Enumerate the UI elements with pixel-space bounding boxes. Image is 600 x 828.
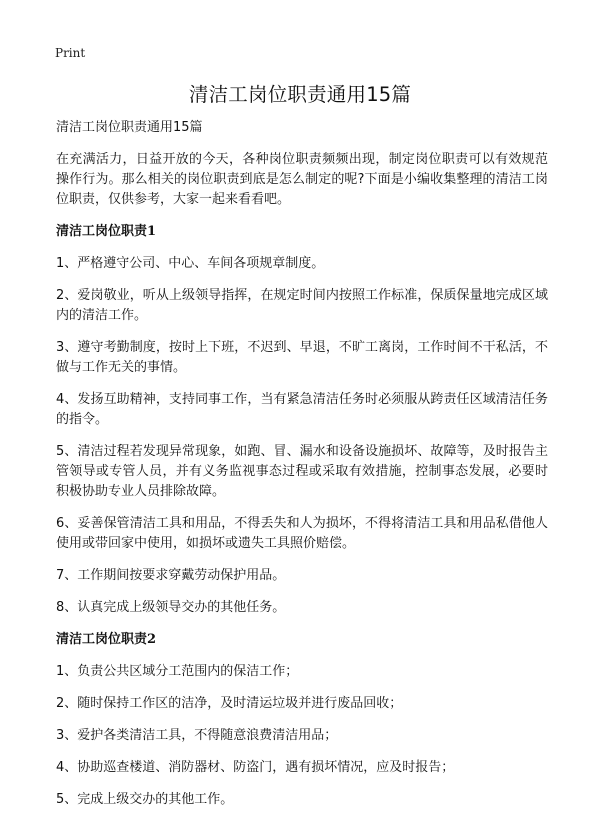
list-item: 7、工作期间按要求穿戴劳动保护用品。	[56, 568, 286, 583]
list-item: 3、爱护各类清洁工具，不得随意浪费清洁用品；	[56, 728, 338, 743]
list-item: 4、发扬互助精神，支持同事工作，当有紧急清洁任务时必须服从跨责任区域清洁任务的指令。	[56, 392, 548, 427]
list-item: 8、认真完成上级领导交办的其他任务。	[56, 600, 286, 615]
document-subtitle: 清洁工岗位职责通用15篇	[56, 120, 203, 135]
list-item: 2、爱岗敬业，听从上级领导指挥，在规定时间内按照工作标准，保质保量地完成区域内的清洁工作。	[56, 288, 548, 323]
list-item: 3、遵守考勤制度，按时上下班，不迟到、早退，不旷工离岗，工作时间不干私活，不做与工作无关的事情。	[56, 340, 548, 375]
page-title: 清洁工岗位职责通用15篇	[188, 83, 412, 106]
list-item: 5、完成上级交办的其他工作。	[56, 792, 234, 807]
document-body	[56, 118, 548, 822]
list-item: 6、妥善保管清洁工具和用品，不得丢失和人为损坏，不得将清洁工具和用品私借他人使用或带回家中使用，如损坏或遗失工具照价赔偿。	[56, 516, 548, 551]
section-heading-2: 清洁工岗位职责2	[56, 632, 157, 647]
list-item: 1、严格遵守公司、中心、车间各项规章制度。	[56, 256, 325, 271]
list-item: 2、随时保持工作区的洁净，及时清运垃圾并进行废品回收；	[56, 696, 403, 711]
section-heading-1: 清洁工岗位职责1	[56, 224, 157, 239]
print-link[interactable]: Print	[55, 46, 86, 60]
list-item: 1、负责公共区域分工范围内的保洁工作；	[56, 664, 299, 679]
intro-paragraph: 在充满活力，日益开放的今天，各种岗位职责频频出现，制定岗位职责可以有效规范操作行为。那么相关的岗位职责到底是怎么制定的呢?下面是小编收集整理的清洁工岗位职责，仅供参考，大家一起来看看吧。	[56, 152, 548, 207]
list-item: 5、清洁过程若发现异常现象，如跑、冒、漏水和设备设施损坏、故障等，及时报告主管领导或专管人员，并有义务监视事态过程或采取有效措施，控制事态发展，必要时积极协助专业人员排除故障。	[56, 444, 548, 499]
list-item: 4、协助巡查楼道、消防器材、防盗门，遇有损坏情况，应及时报告；	[56, 760, 455, 775]
